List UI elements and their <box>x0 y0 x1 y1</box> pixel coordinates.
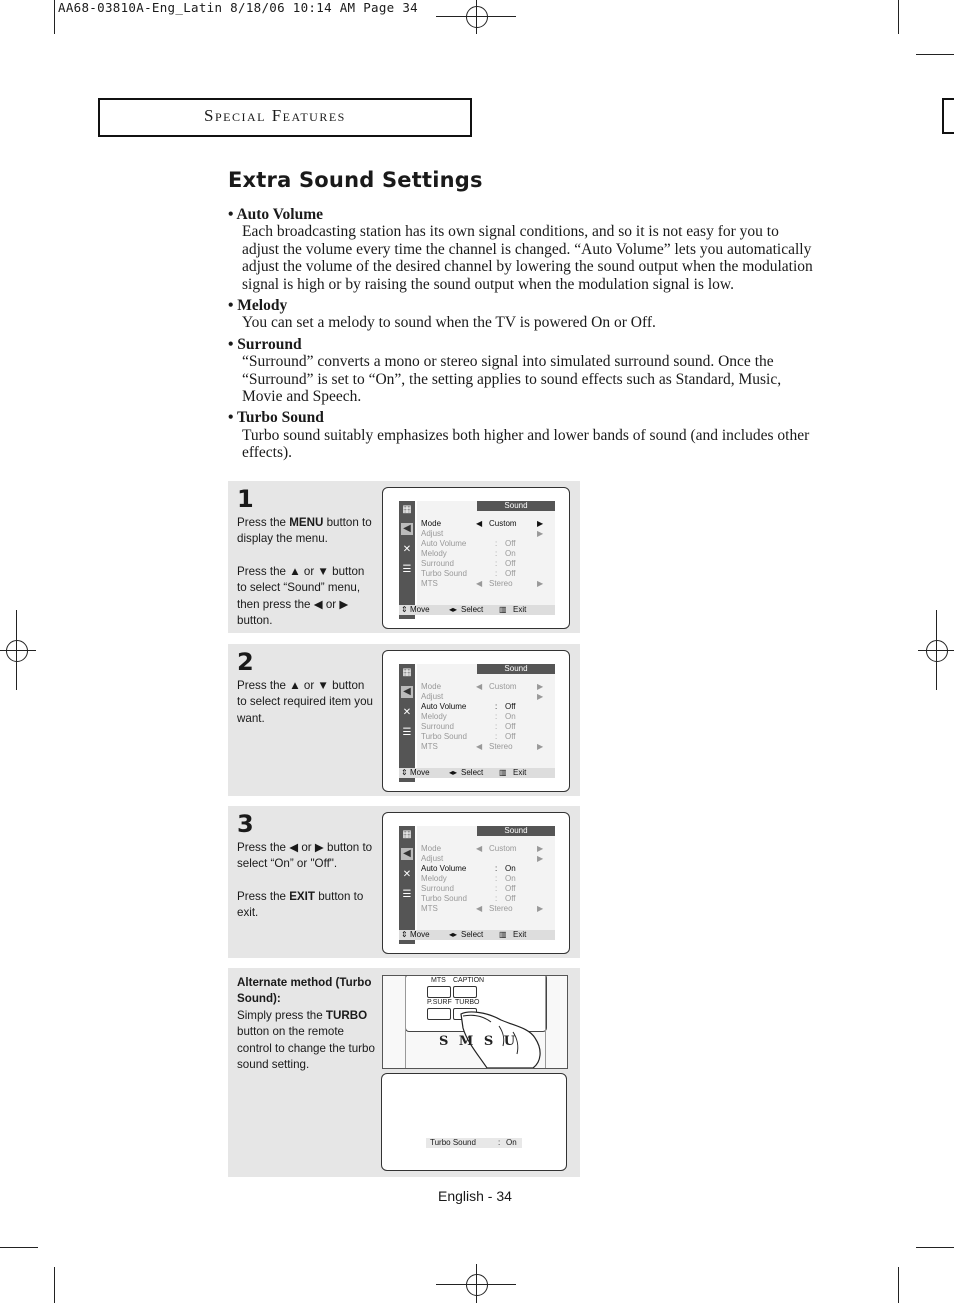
row-sep: : <box>495 722 498 731</box>
osd-screen-3 <box>382 812 570 954</box>
row-sep: : <box>495 549 498 558</box>
bullet-turbo-sound <box>228 409 813 461</box>
row-sep: : <box>495 712 498 721</box>
row-label: Surround <box>421 722 454 731</box>
osd-row-turbo <box>421 894 553 904</box>
footer-select: Select <box>461 930 484 939</box>
bullet-heading: • Melody <box>228 297 288 315</box>
row-sep: : <box>495 539 498 548</box>
bullet-body: Each broadcasting station has its own signal conditions, and so it is not easy for you to adjust the volume every time the channel is changed. “Auto Volume” lets you automatically adjust the volume of the desired channel by lowering the sound output when the modulation signal is high or by raising the sound output when the modulation signal is low. <box>242 223 813 293</box>
left-arrow-icon: ◀ <box>476 844 483 853</box>
row-label: Mode <box>421 844 442 853</box>
row-sep: : <box>495 569 498 578</box>
row-sep: : <box>495 702 498 711</box>
remote-brand-logo: S M S U <box>439 1034 519 1049</box>
registration-mark <box>926 640 948 662</box>
channel-icon: ✕ <box>402 869 412 880</box>
footer-select: Select <box>461 768 484 777</box>
bullet-body: Turbo sound suitably emphasizes both higher and lower bands of sound (and includes other effects). <box>242 426 810 462</box>
remote-control-illustration <box>382 975 568 1069</box>
osd-menu <box>417 501 555 605</box>
alternate-heading: Alternate method (Turbo Sound): <box>237 976 372 1006</box>
updown-icon: ⇕ <box>401 930 408 939</box>
page-tab <box>942 98 954 134</box>
osd-icon-bar <box>399 664 415 782</box>
banner-label: Turbo Sound <box>430 1138 476 1147</box>
row-sep: : <box>495 894 498 903</box>
osd-turbo-banner-screen <box>381 1073 567 1171</box>
bullet-auto-volume <box>228 206 813 293</box>
osd-row-adjust <box>421 529 553 539</box>
osd-row-mode <box>421 682 553 692</box>
osd-row-melody <box>421 712 553 722</box>
right-arrow-icon: ▶ <box>537 519 544 528</box>
picture-icon: ▦ <box>402 829 412 840</box>
right-arrow-icon: ▶ <box>537 854 544 863</box>
leftright-icon: ◂▸ <box>449 930 458 939</box>
step-number: 3 <box>237 810 254 838</box>
osd-row-melody <box>421 874 553 884</box>
row-label: Adjust <box>421 529 444 538</box>
osd-row-surround <box>421 722 553 732</box>
page-title: Extra Sound Settings <box>228 168 483 192</box>
osd-menu-title: Sound <box>477 826 555 836</box>
row-label: Turbo Sound <box>421 732 467 741</box>
osd-menu-title: Sound <box>477 664 555 674</box>
bullet-melody <box>228 297 813 332</box>
row-value: Stereo <box>489 579 513 588</box>
row-label: MTS <box>421 742 438 751</box>
picture-icon: ▦ <box>402 667 412 678</box>
step-instructions <box>237 515 377 629</box>
bullet-surround <box>228 336 813 406</box>
osd-row-adjust <box>421 854 553 864</box>
setup-icon: ☰ <box>402 889 412 900</box>
remote-label-caption: CAPTION <box>453 977 485 984</box>
row-value: On <box>505 864 516 873</box>
step-instructions <box>237 678 377 727</box>
bullet-heading: • Auto Volume <box>228 206 324 223</box>
row-label: Melody <box>421 712 447 721</box>
step-text: button to display the menu. <box>237 516 372 546</box>
osd-row-mode <box>421 844 553 854</box>
row-value: On <box>505 712 516 721</box>
row-value: Stereo <box>489 904 513 913</box>
leftright-icon: ◂▸ <box>449 768 458 777</box>
osd-row-auto-volume <box>421 702 553 712</box>
step-text: Press the <box>237 516 290 529</box>
osd-row-melody <box>421 549 553 559</box>
row-value: Off <box>505 884 516 893</box>
row-sep: : <box>495 884 498 893</box>
row-value: Custom <box>489 682 517 691</box>
turbo-sound-banner <box>426 1138 522 1148</box>
row-label: Mode <box>421 519 442 528</box>
crop-mark <box>916 54 954 55</box>
sound-icon: ◀ <box>401 686 413 698</box>
leftright-icon: ◂▸ <box>449 605 458 614</box>
step-number: 1 <box>237 485 254 513</box>
crop-mark <box>16 610 17 690</box>
left-arrow-icon: ◀ <box>476 519 483 528</box>
step-panel-3 <box>228 806 580 958</box>
osd-row-mts <box>421 742 553 752</box>
right-arrow-icon: ▶ <box>537 682 544 691</box>
row-label: Mode <box>421 682 442 691</box>
footer-move: Move <box>410 768 430 777</box>
alternate-instructions <box>237 975 377 1073</box>
osd-row-auto-volume <box>421 539 553 549</box>
crop-mark <box>916 1247 954 1248</box>
updown-icon: ⇕ <box>401 768 408 777</box>
osd-icon-bar <box>399 501 415 619</box>
registration-mark <box>466 6 488 28</box>
setup-icon: ☰ <box>402 564 412 575</box>
remote-label-mts: MTS <box>431 977 446 984</box>
bullet-list <box>228 206 813 466</box>
bullet-body: You can set a melody to sound when the TV is powered On or Off. <box>242 314 656 332</box>
footer-exit: Exit <box>513 768 527 777</box>
osd-row-mts <box>421 579 553 589</box>
remote-label-psurf: P.SURF <box>427 999 452 1006</box>
footer-exit: Exit <box>513 605 527 614</box>
step-panel-1 <box>228 481 580 633</box>
row-value: On <box>505 549 516 558</box>
bullet-body: “Surround” converts a mono or stereo signal into simulated surround sound. Once the “Surround” is set to “On”, the setting applies to sound effects such as Standard, Music, Movie and Speech. <box>242 353 782 406</box>
page-number: English - 34 <box>438 1188 512 1204</box>
registration-mark <box>6 640 28 662</box>
footer-move: Move <box>410 930 430 939</box>
picture-icon: ▦ <box>402 504 412 515</box>
osd-menu-title: Sound <box>477 501 555 511</box>
row-value: On <box>505 874 516 883</box>
footer-exit: Exit <box>513 930 527 939</box>
left-arrow-icon: ◀ <box>476 742 483 751</box>
print-header: AA68-03810A-Eng_Latin 8/18/06 10:14 AM Page 34 <box>58 0 418 15</box>
row-label: Melody <box>421 549 447 558</box>
row-value: Off <box>505 722 516 731</box>
remote-edge <box>545 976 568 1068</box>
osd-footer <box>399 930 555 940</box>
row-value: Off <box>505 894 516 903</box>
step-text: Press the ▲ or ▼ button to select required item you want. <box>237 679 373 725</box>
osd-row-surround <box>421 559 553 569</box>
channel-icon: ✕ <box>402 544 412 555</box>
row-label: Surround <box>421 559 454 568</box>
row-value: Custom <box>489 844 517 853</box>
crop-mark <box>54 1267 55 1303</box>
menu-icon: ▥ <box>499 605 507 614</box>
step-panel-2 <box>228 644 580 796</box>
exit-key-label: EXIT <box>289 889 315 903</box>
row-value: Off <box>505 559 516 568</box>
pressing-hand-icon <box>383 976 567 1068</box>
right-arrow-icon: ▶ <box>537 904 544 913</box>
registration-mark <box>466 1274 488 1296</box>
row-value: Stereo <box>489 742 513 751</box>
left-arrow-icon: ◀ <box>476 579 483 588</box>
row-label: Auto Volume <box>421 864 467 873</box>
alternate-text: button on the remote control to change the turbo sound setting. <box>237 1025 375 1072</box>
osd-row-turbo <box>421 732 553 742</box>
row-sep: : <box>495 732 498 741</box>
left-arrow-icon: ◀ <box>476 682 483 691</box>
bullet-heading: • Turbo Sound <box>228 409 324 427</box>
step-text: Press the <box>237 889 290 903</box>
banner-value: On <box>506 1138 517 1147</box>
crop-mark <box>898 1267 899 1303</box>
row-label: Surround <box>421 884 454 893</box>
remote-label-turbo: TURBO <box>455 999 480 1006</box>
row-label: Melody <box>421 874 447 883</box>
banner-sep: : <box>498 1138 501 1147</box>
crop-mark <box>936 610 937 690</box>
crop-mark <box>476 1264 477 1303</box>
crop-mark <box>0 1247 38 1248</box>
row-label: MTS <box>421 904 438 913</box>
row-label: Auto Volume <box>421 539 467 548</box>
left-arrow-icon: ◀ <box>476 904 483 913</box>
row-value: Custom <box>489 519 517 528</box>
row-label: MTS <box>421 579 438 588</box>
osd-row-mts <box>421 904 553 914</box>
sound-icon: ◀ <box>401 848 413 860</box>
right-arrow-icon: ▶ <box>537 844 544 853</box>
right-arrow-icon: ▶ <box>537 692 544 701</box>
updown-icon: ⇕ <box>401 605 408 614</box>
step-instructions <box>237 840 377 922</box>
row-value: Off <box>505 702 516 711</box>
osd-row-adjust <box>421 692 553 702</box>
step-number: 2 <box>237 648 254 676</box>
row-label: Adjust <box>421 854 444 863</box>
row-label: Turbo Sound <box>421 569 467 578</box>
row-value: Off <box>505 539 516 548</box>
menu-icon: ▥ <box>499 768 507 777</box>
channel-icon: ✕ <box>402 707 412 718</box>
footer-move: Move <box>410 605 430 614</box>
footer-select: Select <box>461 605 484 614</box>
bullet-heading: • Surround <box>228 335 302 353</box>
section-title: Special Features <box>204 106 346 125</box>
right-arrow-icon: ▶ <box>537 742 544 751</box>
row-sep: : <box>495 559 498 568</box>
right-arrow-icon: ▶ <box>537 529 544 538</box>
osd-row-auto-volume <box>421 864 553 874</box>
osd-menu <box>417 664 555 768</box>
osd-screen-2 <box>382 650 570 792</box>
alternate-text: Simply press the <box>237 1008 326 1022</box>
step-text: Press the ◀ or ▶ button to select “On” or "Off". <box>237 841 373 871</box>
setup-icon: ☰ <box>402 727 412 738</box>
row-label: Adjust <box>421 692 444 701</box>
menu-icon: ▥ <box>499 930 507 939</box>
row-label: Auto Volume <box>421 702 467 711</box>
crop-mark <box>898 0 899 34</box>
osd-row-turbo <box>421 569 553 579</box>
right-arrow-icon: ▶ <box>537 579 544 588</box>
crop-mark <box>476 0 477 34</box>
row-sep: : <box>495 864 498 873</box>
osd-footer <box>399 768 555 778</box>
osd-icon-bar <box>399 826 415 944</box>
menu-key-label: MENU <box>289 516 324 529</box>
osd-screen-1 <box>382 487 570 629</box>
crop-mark <box>0 650 36 651</box>
crop-mark <box>54 0 55 34</box>
remote-edge <box>383 976 406 1068</box>
row-sep: : <box>495 874 498 883</box>
row-label: Turbo Sound <box>421 894 467 903</box>
osd-row-surround <box>421 884 553 894</box>
turbo-key-label: TURBO <box>325 1008 368 1022</box>
row-value: Off <box>505 569 516 578</box>
sound-icon: ◀ <box>401 523 413 535</box>
alternate-method-panel <box>228 968 580 1177</box>
step-text: button to exit. <box>237 889 364 920</box>
osd-menu <box>417 826 555 930</box>
osd-row-mode <box>421 519 553 529</box>
row-value: Off <box>505 732 516 741</box>
osd-footer <box>399 605 555 615</box>
step-text: Press the ▲ or ▼ button to select “Sound” menu, then press the ◀ or ▶ button. <box>237 564 365 628</box>
